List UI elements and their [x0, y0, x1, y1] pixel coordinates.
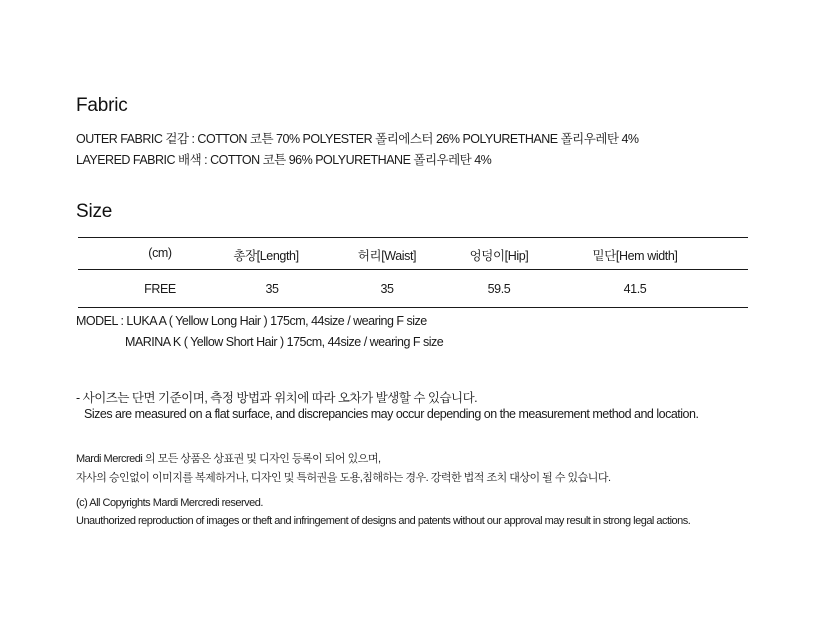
model-info-line-2: MARINA K ( Yellow Short Hair ) 175cm, 44size / wearing F size [125, 335, 444, 349]
copyright-korean-line-1: Mardi Mercredi 의 모든 상품은 상표권 및 디자인 등록이 되어 있으며, [76, 453, 381, 465]
outer-fabric-composition: OUTER FABRIC 겉감 : COTTON 코튼 70% POLYESTER 폴리에스터 26% POLYURETHANE 폴리우레탄 4% [76, 132, 639, 146]
hip-value: 59.5 [487, 282, 511, 296]
measurement-notice-korean: - 사이즈는 단면 기준이며, 측정 방법과 위치에 따라 오차가 발생할 수 있습니다. [76, 391, 478, 405]
header-length: 총장[Length] [233, 249, 299, 263]
header-hip: 엉덩이[Hip] [469, 249, 529, 263]
layered-fabric-composition: LAYERED FABRIC 배색 : COTTON 코튼 96% POLYURETHANE 폴리우레탄 4% [76, 153, 492, 167]
length-value: 35 [265, 282, 279, 296]
copyright-korean-line-2: 자사의 승인없이 이미지를 복제하거나, 디자인 및 특허권을 도용,침해하는 경우. 강력한 법적 조치 대상이 될 수 있습니다. [76, 472, 611, 484]
table-header-rule [78, 269, 748, 270]
copyright-english-line-2: Unauthorized reproduction of images or theft and infringement of designs and patents without our approval may result in strong legal actions. [76, 515, 691, 527]
size-label: FREE [144, 282, 176, 296]
header-hem-width: 밑단[Hem width] [592, 249, 678, 263]
measurement-notice-english: Sizes are measured on a flat surface, and discrepancies may occur depending on the measurement method and location. [84, 407, 699, 421]
size-table [78, 237, 748, 309]
table-bottom-rule [78, 307, 748, 308]
model-info-line-1: MODEL : LUKA A ( Yellow Long Hair ) 175cm, 44size / wearing F size [76, 314, 427, 328]
fabric-heading: Fabric [76, 95, 128, 116]
hem-width-value: 41.5 [623, 282, 647, 296]
size-heading: Size [76, 201, 113, 222]
copyright-english-line-1: (c) All Copyrights Mardi Mercredi reserved. [76, 497, 263, 509]
header-unit: (cm) [148, 246, 172, 260]
waist-value: 35 [380, 282, 394, 296]
table-top-rule [78, 237, 748, 238]
header-waist: 허리[Waist] [357, 249, 417, 263]
